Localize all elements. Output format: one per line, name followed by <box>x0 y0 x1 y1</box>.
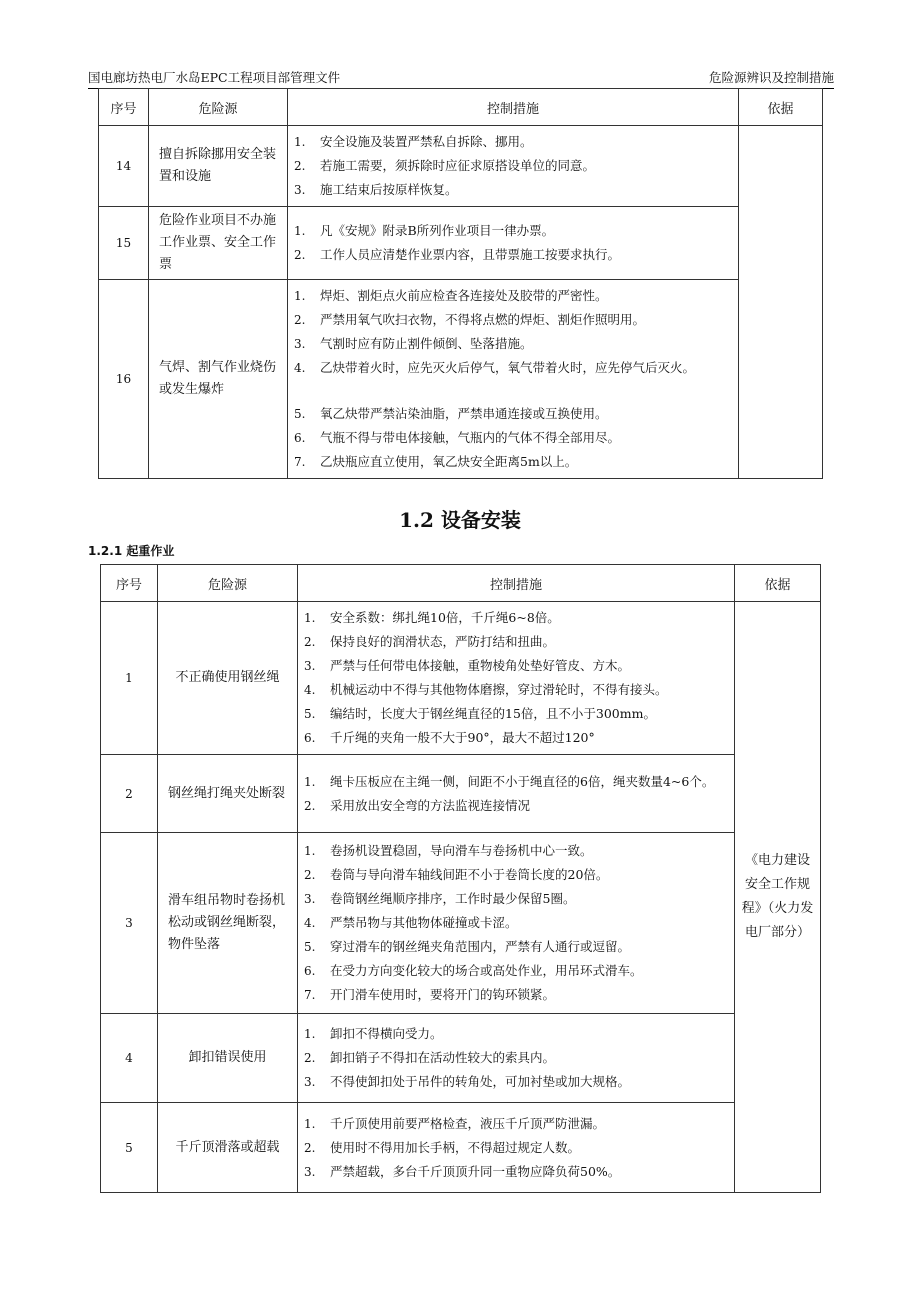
header-document-title: 国电廊坊热电厂水岛EPC工程项目部管理文件 <box>88 70 341 85</box>
row-basis-regulation: 《电力建设安全工作规程》（火力发电厂部分） <box>735 602 821 1193</box>
measure-item: 7. 开门滑车使用时，要将开门的钩环锁紧。 <box>304 987 556 1002</box>
hazard-table-continued <box>98 88 823 479</box>
row-hazard: 气焊、割气作业烧伤或发生爆炸 <box>149 280 288 479</box>
table-row <box>101 833 821 1014</box>
measure-item: 3. 严禁超载，多台千斤顶顶升同一重物应降负荷50%。 <box>304 1163 621 1179</box>
page-header <box>88 68 834 89</box>
table-row <box>101 755 821 833</box>
measure-item: 3. 不得使卸扣处于吊件的转角处，可加衬垫或加大规格。 <box>304 1074 631 1089</box>
row-hazard: 钢丝绳打绳夹处断裂 <box>158 755 298 833</box>
row-index: 3 <box>101 833 158 1014</box>
table-row <box>101 1014 821 1103</box>
measure-item: 6. 千斤绳的夹角一般不大于90°，最大不超过120° <box>304 730 595 745</box>
measure-item: 2. 采用放出安全弯的方法监视连接情况 <box>304 797 531 813</box>
row-basis-empty <box>739 126 823 479</box>
column-header-index: 序号 <box>99 89 149 126</box>
row-index: 4 <box>101 1014 158 1103</box>
row-index: 16 <box>99 280 149 479</box>
row-measures <box>288 207 739 280</box>
measure-item: 2. 使用时不得用加长手柄，不得超过规定人数。 <box>304 1139 581 1155</box>
measure-item: 5. 穿过滑车的钢丝绳夹角范围内，严禁有人通行或逗留。 <box>304 939 631 954</box>
column-header-measures: 控制措施 <box>288 89 739 126</box>
measure-item: 4. 严禁吊物与其他物体碰撞或卡涩。 <box>304 915 518 930</box>
header-section-title: 危险源辨识及控制措施 <box>708 70 834 85</box>
column-header-hazard: 危险源 <box>149 89 288 126</box>
row-measures <box>298 602 735 755</box>
row-hazard: 不正确使用钢丝绳 <box>158 602 298 755</box>
table-header-row <box>99 89 823 126</box>
row-measures <box>298 833 735 1014</box>
measure-item: 3. 严禁与任何带电体接触，重物棱角处垫好管皮、方木。 <box>304 658 631 673</box>
table-row <box>101 602 821 755</box>
row-index: 14 <box>99 126 149 207</box>
measure-item: 3. 施工结束后按原样恢复。 <box>294 182 458 197</box>
row-hazard: 滑车组吊物时卷扬机松动或钢丝绳断裂，物件坠落 <box>158 833 298 1014</box>
row-index: 15 <box>99 207 149 280</box>
table-row <box>101 1103 821 1193</box>
row-hazard: 擅自拆除挪用安全装置和设施 <box>149 126 288 207</box>
measure-item: 2. 卷筒与导向滑车轴线间距不小于卷筒长度的20倍。 <box>304 867 609 882</box>
column-header-index: 序号 <box>101 565 158 602</box>
measure-item: 2. 若施工需要，须拆除时应征求原搭设单位的同意。 <box>294 158 596 173</box>
lifting-hazard-table <box>100 564 821 1193</box>
row-hazard: 卸扣错误使用 <box>158 1014 298 1103</box>
measure-item: 5. 氧乙炔带严禁沾染油脂，严禁串通连接或互换使用。 <box>294 406 608 421</box>
row-measures <box>298 755 735 833</box>
row-hazard: 危险作业项目不办施工作业票、安全工作票 <box>149 207 288 280</box>
column-header-measures: 控制措施 <box>298 565 735 602</box>
list-spacer <box>288 380 730 402</box>
row-hazard: 千斤顶滑落或超载 <box>158 1103 298 1193</box>
measure-item: 2. 严禁用氧气吹扫衣物，不得将点燃的焊炬、割炬作照明用。 <box>294 312 646 327</box>
measure-item: 4. 机械运动中不得与其他物体磨擦，穿过滑轮时，不得有接头。 <box>304 682 668 697</box>
subsection-title: 1.2.1 起重作业 <box>88 544 175 558</box>
row-measures <box>288 126 739 207</box>
table-row <box>99 126 823 207</box>
table-header-row <box>101 565 821 602</box>
measure-item: 1. 焊炬、割炬点火前应检查各连接处及胶带的严密性。 <box>294 288 608 303</box>
row-index: 1 <box>101 602 158 755</box>
measure-item: 2. 卸扣销子不得扣在活动性较大的索具内。 <box>304 1050 556 1065</box>
column-header-hazard: 危险源 <box>158 565 298 602</box>
measure-item: 4. 乙炔带着火时，应先灭火后停气，氧气带着火时，应先停气后灭火。 <box>294 360 696 375</box>
row-index: 5 <box>101 1103 158 1193</box>
table-row <box>99 207 823 280</box>
measure-item: 1. 安全设施及装置严禁私自拆除、挪用。 <box>294 134 533 149</box>
measure-item: 1. 绳卡压板应在主绳一侧，间距不小于绳直径的6倍，绳夹数量4~6个。 <box>304 773 715 789</box>
row-measures <box>298 1103 735 1193</box>
section-title: 1.2 设备安装 <box>399 508 521 532</box>
measure-item: 1. 安全系数：绑扎绳10倍，千斤绳6~8倍。 <box>304 610 560 625</box>
column-header-basis: 依据 <box>739 89 823 126</box>
measure-item: 2. 保持良好的润滑状态，严防打结和扭曲。 <box>304 634 556 649</box>
row-measures <box>288 280 739 479</box>
measure-item: 1. 卸扣不得横向受力。 <box>304 1026 443 1041</box>
column-header-basis: 依据 <box>735 565 821 602</box>
measure-item: 5. 编结时，长度大于钢丝绳直径的15倍，且不小于300mm。 <box>304 706 656 721</box>
measure-item: 1. 千斤顶使用前要严格检查，液压千斤顶严防泄漏。 <box>304 1115 606 1131</box>
table-row <box>99 280 823 479</box>
measure-item: 6. 在受力方向变化较大的场合或高处作业，用吊环式滑车。 <box>304 963 643 978</box>
measure-item: 1. 凡《安规》附录B所列作业项目一律办票。 <box>294 223 555 238</box>
measure-item: 3. 气割时应有防止割件倾倒、坠落措施。 <box>294 336 533 351</box>
row-measures <box>298 1014 735 1103</box>
measure-item: 6. 气瓶不得与带电体接触，气瓶内的气体不得全部用尽。 <box>294 430 621 445</box>
measure-item: 7. 乙炔瓶应直立使用，氧乙炔安全距离5m以上。 <box>294 454 578 469</box>
row-index: 2 <box>101 755 158 833</box>
measure-item: 2. 工作人员应清楚作业票内容，且带票施工按要求执行。 <box>294 247 621 262</box>
measure-item: 1. 卷扬机设置稳固，导向滑车与卷扬机中心一致。 <box>304 843 593 858</box>
measure-item: 3. 卷筒钢丝绳顺序排序，工作时最少保留5圈。 <box>304 891 576 906</box>
